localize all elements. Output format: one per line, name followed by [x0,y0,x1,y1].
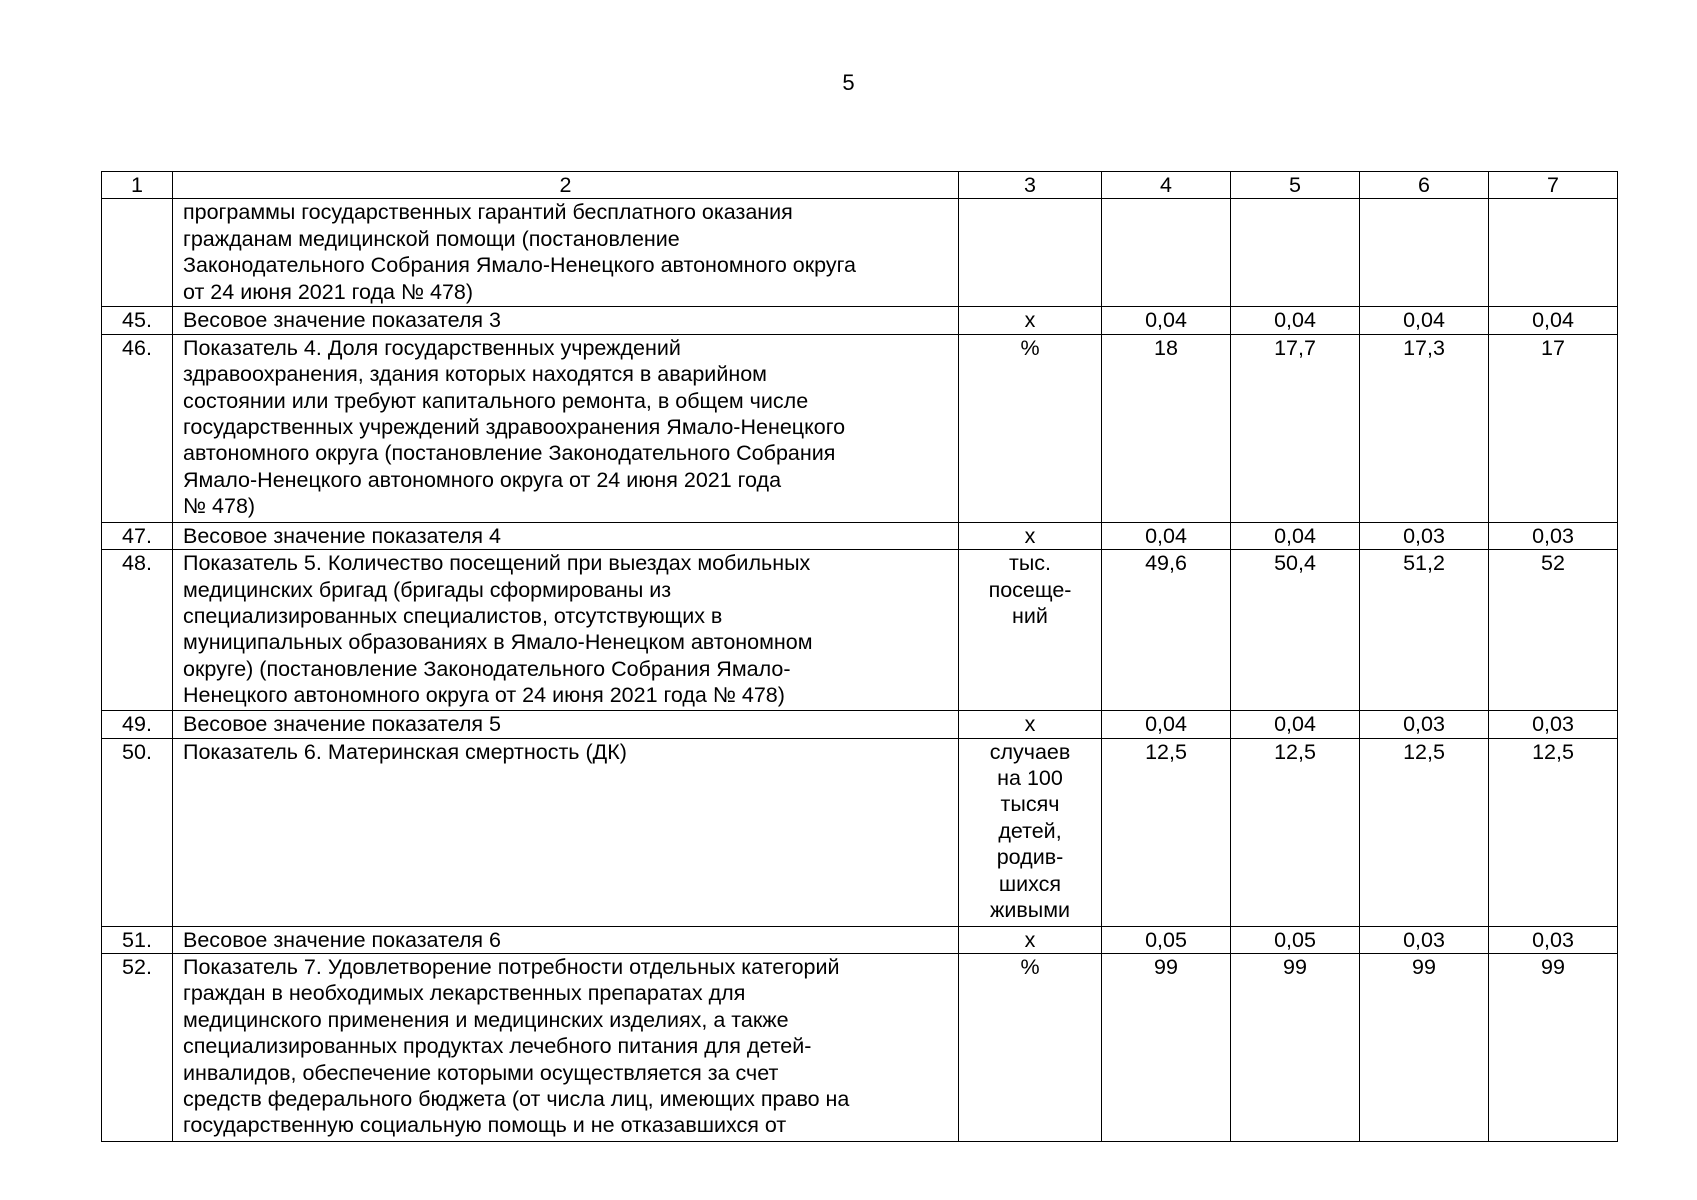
row-value-7: 52 [1489,550,1618,711]
row-number [102,199,173,307]
row-value-7 [1489,199,1618,307]
row-value-6: 99 [1360,954,1489,1142]
row-value-6: 0,03 [1360,926,1489,953]
table-row [102,550,1618,711]
row-value-4: 0,04 [1102,522,1231,549]
header-cell: 5 [1231,172,1360,199]
row-description: Показатель 6. Материнская смертность (ДК) [173,738,959,926]
row-value-5 [1231,199,1360,307]
row-value-6 [1360,199,1489,307]
row-number: 47. [102,522,173,549]
row-value-7: 12,5 [1489,738,1618,926]
row-unit: % [959,334,1102,522]
row-value-6: 12,5 [1360,738,1489,926]
row-value-6: 17,3 [1360,334,1489,522]
header-cell: 6 [1360,172,1489,199]
row-value-6: 51,2 [1360,550,1489,711]
indicators-table [101,171,1618,1142]
row-number: 46. [102,334,173,522]
row-value-7: 99 [1489,954,1618,1142]
page-number: 5 [842,70,855,95]
header-cell: 7 [1489,172,1618,199]
row-unit: х [959,926,1102,953]
row-value-7: 0,03 [1489,522,1618,549]
row-number: 51. [102,926,173,953]
row-number: 45. [102,307,173,334]
row-number: 48. [102,550,173,711]
row-value-6: 0,04 [1360,307,1489,334]
table-row [102,522,1618,549]
table-row [102,954,1618,1142]
table-row [102,307,1618,334]
row-value-7: 0,03 [1489,926,1618,953]
header-cell: 2 [173,172,959,199]
row-description: Весовое значение показателя 6 [173,926,959,953]
row-value-4: 0,04 [1102,307,1231,334]
row-value-5: 99 [1231,954,1360,1142]
row-value-7: 0,04 [1489,307,1618,334]
table-row [102,711,1618,738]
row-value-7: 17 [1489,334,1618,522]
row-unit: х [959,711,1102,738]
row-value-4: 18 [1102,334,1231,522]
table-row [102,926,1618,953]
row-unit: % [959,954,1102,1142]
row-value-5: 17,7 [1231,334,1360,522]
row-unit: х [959,522,1102,549]
table-header-row [102,172,1618,199]
row-unit: тыс. посеще- ний [959,550,1102,711]
row-value-4 [1102,199,1231,307]
row-number: 49. [102,711,173,738]
row-number: 50. [102,738,173,926]
row-description: программы государственных гарантий бесплатного оказания гражданам медицинской помощи (постановление Законодательного Собрания Ямало-Ненецкого автономного округа от 24 июня 2021 года № 478) [173,199,959,307]
row-value-5: 0,04 [1231,307,1360,334]
row-description: Показатель 4. Доля государственных учреждений здравоохранения, здания которых находятся в аварийном состоянии или требуют капитального ремонта, в общем числе государственных учреждений здравоохранения Ямало-Ненецкого автономного округа (постановление Законодательного Собрания Ямало-Ненецкого автономного округа от 24 июня 2021 года № 478) [173,334,959,522]
table-row [102,738,1618,926]
row-unit [959,199,1102,307]
row-value-5: 0,05 [1231,926,1360,953]
row-value-6: 0,03 [1360,711,1489,738]
row-value-4: 0,04 [1102,711,1231,738]
row-description: Весовое значение показателя 5 [173,711,959,738]
row-value-4: 99 [1102,954,1231,1142]
table-row [102,334,1618,522]
table-row [102,199,1618,307]
row-value-5: 12,5 [1231,738,1360,926]
row-number: 52. [102,954,173,1142]
row-unit: х [959,307,1102,334]
row-value-4: 12,5 [1102,738,1231,926]
row-value-4: 0,05 [1102,926,1231,953]
row-value-4: 49,6 [1102,550,1231,711]
row-value-5: 50,4 [1231,550,1360,711]
row-value-5: 0,04 [1231,711,1360,738]
row-value-5: 0,04 [1231,522,1360,549]
row-unit: случаев на 100 тысяч детей, родив- шихся живыми [959,738,1102,926]
row-value-6: 0,03 [1360,522,1489,549]
header-cell: 3 [959,172,1102,199]
row-description: Показатель 5. Количество посещений при выездах мобильных медицинских бригад (бригады сформированы из специализированных специалистов, отсутствующих в муниципальных образованиях в Ямало-Ненецком автономном округе) (постановление Законодательного Собрания Ямало- Ненецкого автономного округа от 24 июня 2021 года № 478) [173,550,959,711]
header-cell: 4 [1102,172,1231,199]
row-description: Показатель 7. Удовлетворение потребности отдельных категорий граждан в необходимых лекарственных препаратах для медицинского применения и медицинских изделиях, а также специализированных продуктах лечебного питания для детей- инвалидов, обеспечение которыми осуществляется за счет средств федерального бюджета (от числа лиц, имеющих право на государственную социальную помощь и не отказавшихся от [173,954,959,1142]
row-description: Весовое значение показателя 3 [173,307,959,334]
row-value-7: 0,03 [1489,711,1618,738]
header-cell: 1 [102,172,173,199]
row-description: Весовое значение показателя 4 [173,522,959,549]
